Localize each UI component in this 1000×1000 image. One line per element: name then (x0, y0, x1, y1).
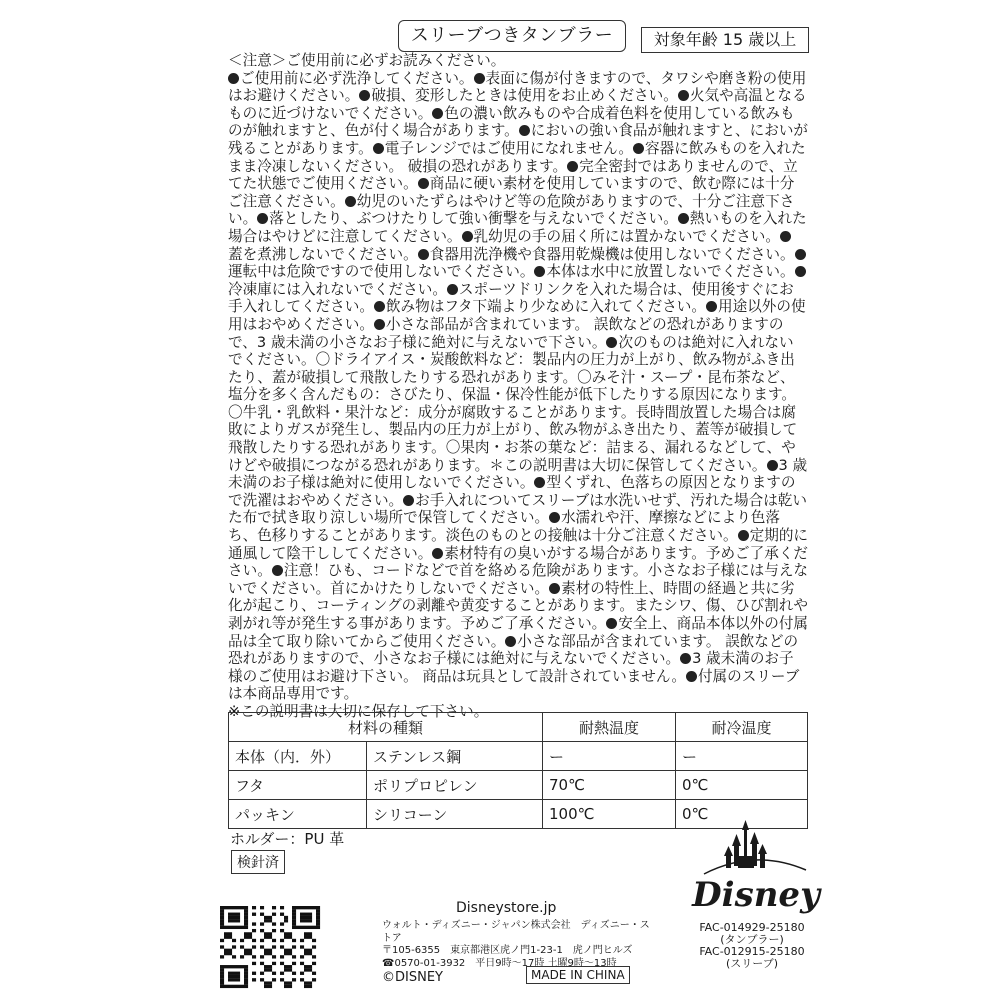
caution-item: 注意！ひも、コードなどで首を絡める危険があります。小さなお子様には与えないでください。首にかけたりしないでください。 (228, 562, 809, 597)
caution-item: 小さな部品が含まれています。 誤飲などの恐れがありますので、小さなお子様には絶対に与えないでください。 (228, 632, 799, 668)
product-title: スリーブつきタンブラー (398, 20, 626, 52)
caution-item: 飲み物はフタ下端より少なめに入れてください。 (385, 298, 706, 316)
bullet-icon (549, 512, 560, 523)
caution-item: 商品に硬い素材を使用していますので、飲む際には十分ご注意ください。 (228, 175, 795, 210)
caution-item: 3 歳未満のお子様のご使用はお避け下さい。 商品は玩具として設計されていません。 (228, 650, 794, 685)
caution-item: 冷凍庫には入れないでください。 (228, 280, 447, 298)
bullet-icon (345, 196, 356, 207)
age-restriction-badge: 対象年齢 15 歳以上 (641, 27, 809, 53)
bullet-icon (767, 460, 778, 471)
disney-logo (692, 822, 820, 915)
caution-item: 表面に傷が付きますので、タワシや磨き粉の使用はお避けください。 (228, 69, 807, 105)
fac-label-sleeve: (スリーブ) (725, 957, 779, 970)
caution-item: 完全密封ではありませんので、立てた状態でご使用ください。 (228, 157, 798, 193)
caution-item: 定期的に通風して陰干ししてください。 (228, 527, 809, 562)
disney-logo-text: Disney (692, 875, 820, 915)
company-address: 〒105-6355 東京都港区虎ノ門1-23-1 虎ノ門ヒルズ (382, 945, 633, 956)
bullet-icon (418, 178, 429, 189)
bullet-icon (272, 565, 283, 576)
caution-item: 水濡れや汗、摩擦などにより色落ち、色移りすることがあります。淡色のものとの接触は十分ご注意ください。 (228, 509, 780, 545)
bullet-icon (257, 213, 268, 224)
caution-footer: ※この説明書は大切に保存して下さい。 (228, 702, 489, 720)
bullet-icon (534, 477, 545, 488)
caution-item: 電子レンジではご使用になれません。 (384, 139, 634, 157)
material-part: フタ (229, 771, 367, 800)
caution-item: 容器に飲みものを入れたまま冷凍しないください。 破損の恐れがあります。 (228, 139, 806, 175)
fac-code-sleeve: FAC-012915-25180 (699, 945, 805, 958)
caution-notice (228, 52, 808, 721)
caution-item: 本体は水中に放置しないでください。 (546, 263, 795, 281)
caution-item: 幼児のいたずらはやけど等の危険がありますので、十分ご注意下さい。 (228, 192, 795, 228)
heat-resistance: 70℃ (543, 771, 676, 800)
material-name: シリコーン (367, 800, 543, 829)
caution-item: 食器用洗浄機や食器用乾燥機は使用しないでください。 (429, 245, 795, 263)
bullet-icon (374, 319, 385, 330)
bullet-icon (432, 548, 443, 559)
qr-code[interactable] (220, 906, 320, 988)
bullet-icon (678, 213, 689, 224)
bullet-icon (228, 73, 239, 84)
material-part: 本体（内．外） (229, 742, 367, 771)
company-name: ウォルト・ディズニー・ジャパン株式会社 ディズニー・ストア (382, 920, 650, 944)
heat-resistance: ー (543, 742, 676, 771)
heat-resistance: 100℃ (543, 800, 676, 829)
bullet-icon (359, 90, 370, 101)
bullet-icon (462, 231, 473, 242)
bullet-icon (505, 636, 516, 647)
bullet-icon (795, 266, 806, 277)
bullet-icon (474, 73, 485, 84)
caution-item: 用途以外の使用はおやめください。 (228, 298, 806, 333)
caution-item: 熱いものを入れた場合はやけどに注意してください。 (228, 210, 807, 245)
fac-codes (688, 922, 816, 970)
holder-material: ホルダー：PU 革 (230, 830, 345, 848)
cold-resistance: 0℃ (676, 771, 808, 800)
bullet-icon (686, 671, 697, 682)
copyright: ©DISNEY (382, 970, 443, 985)
bullet-icon (567, 161, 578, 172)
materials-header-cold: 耐冷温度 (676, 713, 808, 742)
cold-resistance: 0℃ (676, 800, 808, 829)
inspection-stamp: 検針済 (231, 850, 285, 874)
caution-item: においの強い食品が触れますと、においが残ることがあります。 (228, 122, 809, 157)
caution-item: 火気や高温となるものに近づけないでください。 (228, 87, 807, 122)
caution-heading: ＜注意＞ご使用前に必ずお読みください。 (228, 52, 506, 69)
bullet-icon (549, 583, 560, 594)
material-part: パッキン (229, 800, 367, 829)
bullet-icon (403, 495, 414, 506)
company-phone: ☎0570-01-3932 平日9時〜17時 土曜9時〜13時 (382, 957, 617, 969)
bullet-icon (432, 108, 443, 119)
table-row (229, 742, 808, 771)
material-name: ポリプロピレン (367, 771, 543, 800)
bullet-icon (633, 143, 644, 154)
materials-header-row (229, 713, 808, 742)
bullet-icon (373, 143, 384, 154)
website-url[interactable]: Disneystore.jp (456, 900, 557, 916)
made-in-label: MADE IN CHINA (526, 966, 630, 984)
caution-item: 次のものは絶対に入れないでください。〇ドライアイス・炭酸飲料など：製品内の圧力が上がり、飲み物がふき出たり、蓋が破損して飛散したりする恐れがあります。〇みそ汁・スープ・昆布茶など、塩分を多く含んだもの：さびたり、保温・保冷性能が低下したりする原因になります。〇牛乳・乳飲料・果汁など：成分が腐敗することがあります。長時間放置した場合は腐敗によりガスが発生し、製品内の圧力が上がり、飲み物がふき出たり、蓋等が破損して飛散したりする恐れがあります。〇果肉・お茶の葉など：詰まる、漏れるなどして、やけどや破損につながる恐れがあります。＊この説明書は大切に保管してください。 (228, 333, 798, 474)
caution-item: 乳幼児の手の届く所には置かないでください。 (473, 227, 780, 245)
materials-header-heat: 耐熱温度 (543, 713, 676, 742)
bullet-icon (418, 249, 429, 260)
caution-text (228, 70, 808, 703)
caution-item: 運転中は危険ですので使用しないでください。 (228, 263, 535, 281)
bullet-icon (519, 125, 530, 136)
bullet-icon (678, 90, 689, 101)
materials-table (228, 712, 808, 829)
cold-resistance: ー (676, 742, 808, 771)
caution-item: 素材の特性上、時間の経過と共に劣化が起こり、コーティングの剥離や黄変することがあります。またシワ、傷、ひび割れや剥がれ等が発生する事があります。予めご了承ください。 (228, 579, 808, 632)
caution-item: 型くずれ、色落ちの原因となりますので洗濯はおやめください。 (228, 474, 796, 509)
caution-item: 素材特有の臭いがする場合があります。予めご了承ください。 (228, 544, 809, 580)
materials-header-type: 材料の種類 (229, 713, 543, 742)
caution-item: 3 歳未満のお子様は絶対に使用しないでください。 (228, 456, 808, 492)
caution-item: 蓋を煮沸しないでください。 (228, 245, 418, 263)
fac-label-tumbler: (タンブラー) (720, 933, 784, 946)
fac-code-tumbler: FAC-014929-25180 (699, 921, 805, 934)
bullet-icon (447, 284, 458, 295)
caution-item: 安全上、商品本体以外の付属品は全て取り除いてからご使用ください。 (228, 615, 809, 650)
caution-item: ご使用前に必ず洗浄してください。 (240, 69, 474, 87)
table-row (229, 771, 808, 800)
caution-item: お手入れについてスリーブは水洗いせず、汚れた場合は乾いた布で拭き取り涼しい場所で保管してください。 (228, 491, 807, 527)
company-info (382, 920, 652, 970)
bullet-icon (780, 231, 791, 242)
bullet-icon (534, 266, 545, 277)
bullet-icon (374, 301, 385, 312)
caution-item: 付属のスリーブは本商品専用です。 (228, 667, 800, 703)
caution-item: 小さな部品が含まれています。 誤飲などの恐れがありますので、3 歳未満の小さなお子様に絶対に与えないで下さい。 (228, 315, 784, 351)
material-name: ステンレス鋼 (367, 742, 543, 771)
bullet-icon (680, 653, 691, 664)
caution-item: 破損、変形したときは使用をお止めください。 (371, 87, 678, 105)
bullet-icon (606, 618, 617, 629)
caution-item: スポーツドリンクを入れた場合は、使用後すぐにお手入れしてください。 (228, 280, 794, 316)
bullet-icon (738, 530, 749, 541)
caution-item: 色の濃い飲みものや合成着色料を使用している飲みものが触れますと、色が付く場合があります。 (228, 104, 795, 140)
bullet-icon (706, 301, 717, 312)
bullet-icon (606, 337, 617, 348)
caution-item: 落としたり、ぶつけたりして強い衝撃を与えないでください。 (269, 210, 678, 228)
bullet-icon (795, 249, 806, 260)
